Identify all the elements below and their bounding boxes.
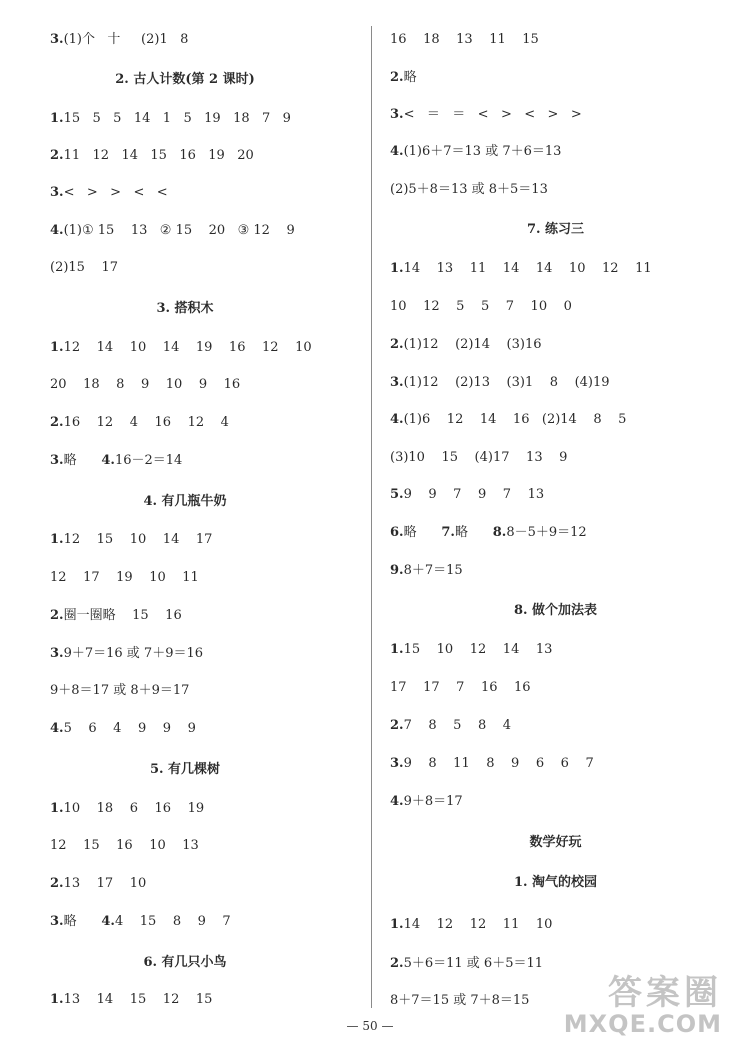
answer-text: 14 12 12 11 10: [403, 917, 553, 932]
answer-line: [50, 110, 291, 128]
answer-text: 略: [454, 525, 493, 540]
answer-line: [50, 147, 254, 165]
answer-text: 略: [63, 914, 102, 929]
answer-line: [390, 641, 552, 659]
answer-line: [390, 679, 531, 697]
answer-line: [50, 682, 189, 700]
answer-text: 12 14 10 14 19 16 12 10: [63, 340, 312, 355]
section-heading: 1. 淘气的校园: [513, 875, 598, 890]
section-heading: 8. 做个加法表: [513, 603, 598, 618]
answer-text: 17 17 7 16 16: [390, 680, 531, 695]
watermark-title: 答案圈: [608, 973, 722, 1013]
answer-line: [390, 336, 542, 354]
answer-text: 9 8 11 8 9 6 6 7: [403, 756, 594, 771]
answer-line: [50, 531, 212, 549]
answer-line: [50, 607, 182, 625]
question-number: 1.: [50, 111, 64, 126]
answer-line: [50, 800, 204, 818]
answer-text: < ＝ ＝ < > < > >: [403, 107, 582, 122]
question-number: 7.: [441, 525, 455, 540]
question-number: 8.: [492, 525, 507, 540]
question-number: 4.: [50, 721, 64, 736]
answer-text: 15 10 12 14 13: [403, 642, 553, 657]
answer-text: 5 6 4 9 9 9: [63, 721, 196, 736]
answer-line: [50, 222, 295, 240]
answer-text: 5＋6＝11 或 6＋5＝11: [403, 956, 544, 971]
answer-text: 4 15 8 9 7: [114, 914, 231, 929]
question-number: 2.: [390, 956, 404, 971]
question-number: 9.: [390, 563, 404, 578]
question-number: 4.: [390, 144, 404, 159]
answer-line: [390, 298, 572, 316]
answer-line: [50, 569, 199, 587]
question-number: 1.: [390, 261, 404, 276]
answer-text: 20 18 8 9 10 9 16: [50, 377, 241, 392]
answer-line: [50, 259, 118, 277]
answer-line: [390, 524, 587, 542]
answer-text: 16 18 13 11 15: [390, 32, 539, 47]
column-divider: [371, 26, 372, 1008]
answer-text: 9＋7＝16 或 7＋9＝16: [63, 646, 204, 661]
answer-text: 12 15 10 14 17: [63, 532, 213, 547]
answer-line: [50, 837, 199, 855]
answer-text: 12 17 19 10 11: [50, 570, 199, 585]
answer-text: (3)10 15 (4)17 13 9: [390, 450, 568, 465]
question-number: 5.: [390, 487, 404, 502]
answer-line: [50, 31, 188, 49]
answer-line: [390, 411, 626, 429]
question-number: 1.: [390, 642, 404, 657]
answer-line: [50, 376, 240, 394]
answer-text: 10 18 6 16 19: [63, 801, 205, 816]
answer-line: [390, 374, 610, 392]
answer-text: 9 9 7 9 7 13: [403, 487, 545, 502]
question-number: 1.: [50, 992, 64, 1007]
answer-line: [390, 486, 544, 504]
watermark-logo: [564, 975, 722, 1037]
answer-line: [390, 106, 582, 124]
question-number: 1.: [50, 340, 64, 355]
question-number: 4.: [101, 914, 115, 929]
answer-line: [390, 562, 463, 580]
page-number: — 50 —: [346, 1019, 394, 1033]
answer-text: (2)5＋8＝13 或 8＋5＝13: [390, 182, 548, 197]
answer-text: 7 8 5 8 4: [403, 718, 512, 733]
answer-line: [390, 992, 529, 1010]
answer-text: 9＋8＝17 或 8＋9＝17: [50, 683, 190, 698]
question-number: 3.: [50, 914, 64, 929]
question-number: 4.: [390, 412, 404, 427]
answer-text: 9＋8＝17: [403, 794, 463, 809]
answer-text: 15 5 5 14 1 5 19 18 7 9: [63, 111, 291, 126]
section-heading: 数学好玩: [529, 835, 582, 850]
answer-text: (1)6 12 14 16 (2)14 8 5: [403, 412, 627, 427]
watermark-url: MXQE.COM: [563, 1010, 722, 1038]
answer-line: [390, 31, 539, 49]
section-heading: 2. 古人计数(第 2 课时): [115, 72, 255, 87]
question-number: 6.: [390, 525, 404, 540]
question-number: 1.: [50, 801, 64, 816]
answer-line: [390, 793, 463, 811]
answer-text: (1)个 十 (2)1 8: [63, 32, 189, 47]
question-number: 2.: [390, 718, 404, 733]
question-number: 3.: [390, 756, 404, 771]
answer-text: 8－5＋9＝12: [506, 525, 587, 540]
answer-text: 8＋7＝15: [403, 563, 463, 578]
answer-line: [390, 143, 561, 161]
question-number: 2.: [50, 876, 64, 891]
question-number: 3.: [50, 646, 64, 661]
answer-line: [50, 339, 312, 357]
answer-line: [390, 181, 548, 199]
question-number: 3.: [50, 32, 64, 47]
answer-text: 12 15 16 10 13: [50, 838, 199, 853]
question-number: 4.: [390, 794, 404, 809]
answer-line: [50, 184, 168, 202]
question-number: 2.: [390, 70, 404, 85]
question-number: 3.: [390, 107, 404, 122]
answer-text: 16 12 4 16 12 4: [63, 415, 229, 430]
answer-line: [50, 414, 229, 432]
section-heading: 7. 练习三: [526, 222, 585, 237]
answer-line: [50, 991, 212, 1009]
answer-text: (2)15 17: [50, 260, 119, 275]
question-number: 2.: [50, 415, 64, 430]
answer-text: (1)6＋7＝13 或 7＋6＝13: [403, 144, 562, 159]
answer-line: [390, 69, 417, 87]
answer-line: [390, 260, 652, 278]
answer-text: < > > < <: [63, 185, 168, 200]
answer-text: 10 12 5 5 7 10 0: [390, 299, 572, 314]
question-number: 3.: [50, 185, 64, 200]
answer-line: [50, 875, 146, 893]
answer-line: [50, 913, 231, 931]
question-number: 4.: [101, 453, 115, 468]
answer-line: [390, 916, 552, 934]
question-number: 3.: [390, 375, 404, 390]
answer-text: 8＋7＝15 或 7＋8＝15: [390, 993, 530, 1008]
section-heading: 5. 有几棵树: [149, 762, 221, 777]
answer-text: 16－2＝14: [114, 453, 183, 468]
answer-line: [390, 755, 594, 773]
answer-text: (1)12 (2)14 (3)16: [403, 337, 542, 352]
answer-text: 13 14 15 12 15: [63, 992, 213, 1007]
answer-line: [390, 955, 543, 973]
answer-line: [390, 717, 511, 735]
question-number: 1.: [50, 532, 64, 547]
question-number: 4.: [50, 223, 64, 238]
answer-text: 圈一圈略 15 16: [63, 608, 182, 623]
question-number: 2.: [390, 337, 404, 352]
section-heading: 3. 搭积木: [156, 301, 214, 316]
answer-line: [50, 452, 182, 470]
answer-text: (1)① 15 13 ② 15 20 ③ 12 9: [63, 223, 295, 238]
answer-line: [390, 449, 567, 467]
answer-text: 13 17 10: [63, 876, 147, 891]
answer-line: [50, 720, 196, 738]
answer-text: 14 13 11 14 14 10 12 11: [403, 261, 652, 276]
answer-line: [50, 645, 203, 663]
question-number: 2.: [50, 608, 64, 623]
answer-text: 略: [403, 70, 417, 85]
section-heading: 4. 有几瓶牛奶: [143, 494, 227, 509]
question-number: 3.: [50, 453, 64, 468]
question-number: 2.: [50, 148, 64, 163]
answer-text: 略: [63, 453, 102, 468]
answer-text: (1)12 (2)13 (3)1 8 (4)19: [403, 375, 610, 390]
question-number: 1.: [390, 917, 404, 932]
answer-text: 略: [403, 525, 442, 540]
section-heading: 6. 有几只小鸟: [143, 955, 227, 970]
answer-text: 11 12 14 15 16 19 20: [63, 148, 254, 163]
